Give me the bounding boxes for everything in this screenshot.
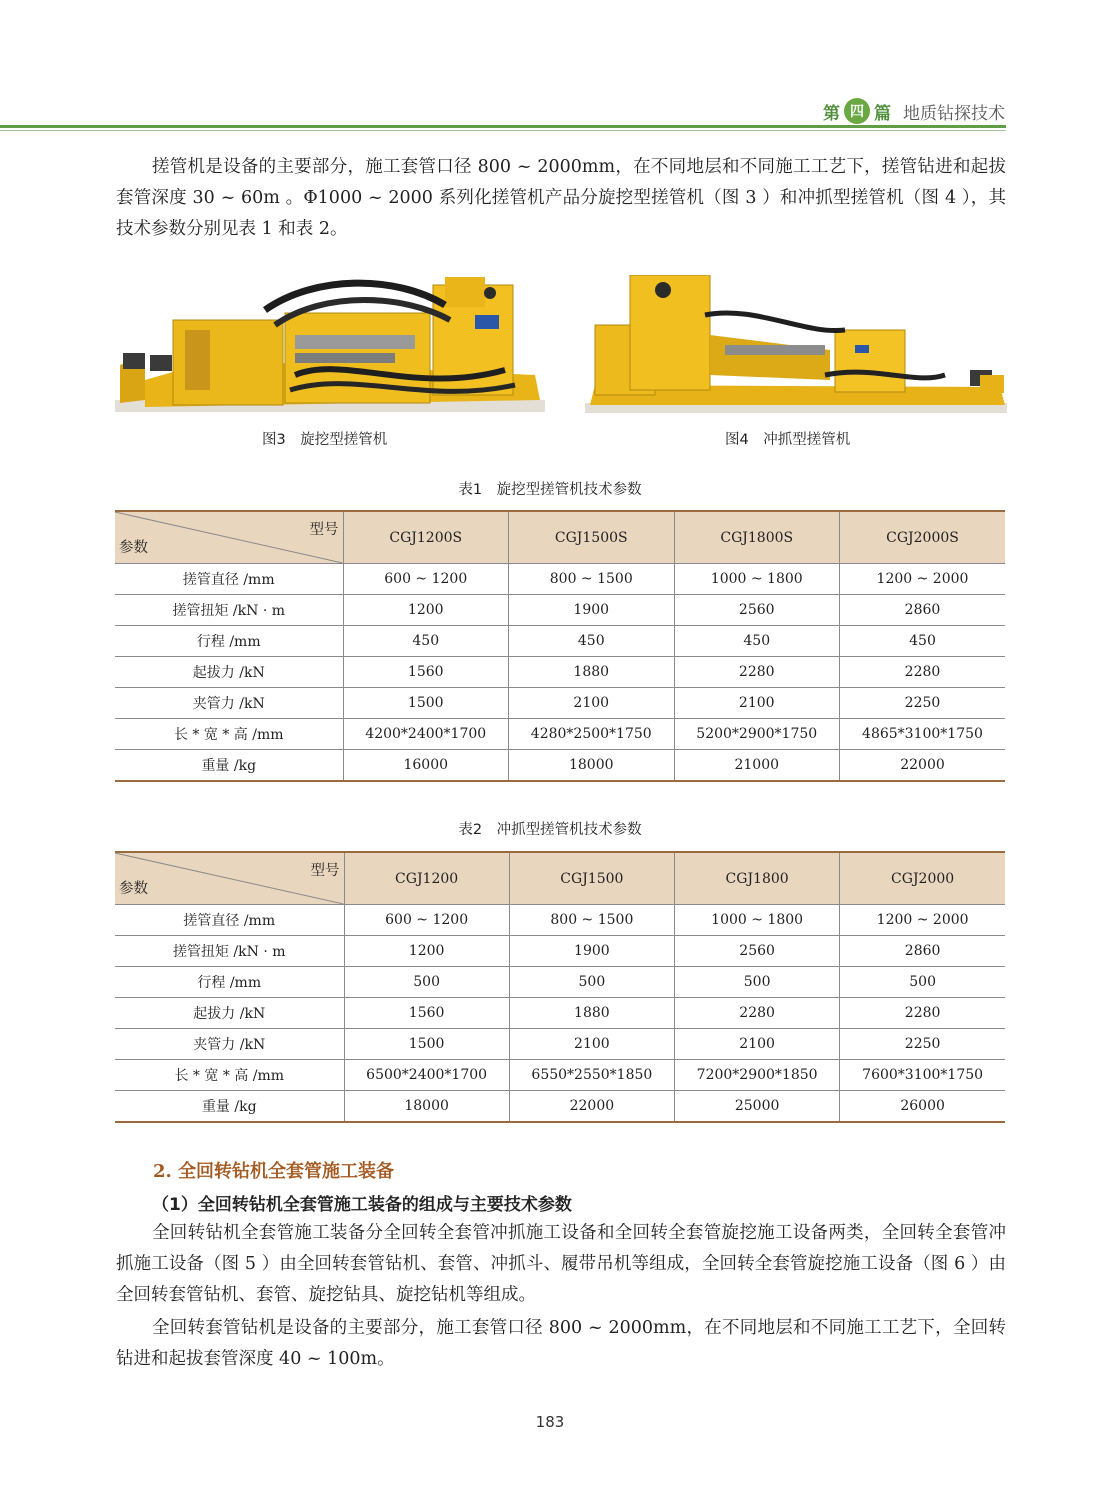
corner-model-label: 型号 xyxy=(310,863,340,879)
row-label: 搓管扭矩 /kN · m xyxy=(115,595,343,626)
table-cell: 2560 xyxy=(675,936,840,967)
table-row xyxy=(115,564,1005,595)
row-label: 长 * 宽 * 高 /mm xyxy=(115,1060,344,1091)
table-cell: 7600*3100*1750 xyxy=(840,1060,1005,1091)
table-row xyxy=(115,967,1005,998)
table-cell: 600 ~ 1200 xyxy=(344,905,509,936)
figure-grab-rubbing-machine xyxy=(585,275,1007,417)
table-cell: 22000 xyxy=(840,750,1006,782)
table-cell: 21000 xyxy=(674,750,840,782)
row-label: 重量 /kg xyxy=(115,1091,344,1123)
table-cell: 2280 xyxy=(840,657,1006,688)
table1-title: 表1 旋挖型搓管机技术参数 xyxy=(458,482,642,498)
table-cell: 500 xyxy=(344,967,509,998)
row-label: 长 * 宽 * 高 /mm xyxy=(115,719,343,750)
row-label: 夹管力 /kN xyxy=(115,688,343,719)
row-label: 起拔力 /kN xyxy=(115,998,344,1029)
table-cell: 1900 xyxy=(509,595,675,626)
row-label: 行程 /mm xyxy=(115,967,344,998)
table-cell: 500 xyxy=(840,967,1005,998)
table2-corner-cell xyxy=(115,852,344,905)
table-row xyxy=(115,657,1005,688)
running-header xyxy=(823,98,1005,124)
table-cell: 6550*2550*1850 xyxy=(509,1060,674,1091)
table-cell: 2860 xyxy=(840,936,1005,967)
table-cell: 26000 xyxy=(840,1091,1005,1123)
column-header: CGJ2000S xyxy=(840,511,1006,564)
figure3-caption: 图3 旋挖型搓管机 xyxy=(262,432,388,448)
header-rule xyxy=(0,125,1006,128)
table-cell: 800 ~ 1500 xyxy=(509,564,675,595)
table1 xyxy=(115,510,1005,782)
table-cell: 1880 xyxy=(509,657,675,688)
table-cell: 1560 xyxy=(344,998,509,1029)
table-cell: 2860 xyxy=(840,595,1006,626)
table-cell: 2250 xyxy=(840,1029,1005,1060)
column-header: CGJ1800 xyxy=(675,852,840,905)
part-suffix: 篇 xyxy=(874,103,891,124)
table-cell: 2280 xyxy=(840,998,1005,1029)
table-cell: 2280 xyxy=(674,657,840,688)
figure-rotary-rubbing-machine xyxy=(115,275,545,417)
table-cell: 25000 xyxy=(675,1091,840,1123)
table-cell: 6500*2400*1700 xyxy=(344,1060,509,1091)
table-row xyxy=(115,1060,1005,1091)
table-cell: 450 xyxy=(509,626,675,657)
table-row xyxy=(115,719,1005,750)
table-cell: 2280 xyxy=(675,998,840,1029)
table-cell: 1200 ~ 2000 xyxy=(840,564,1006,595)
table-cell: 1500 xyxy=(344,1029,509,1060)
table-cell: 16000 xyxy=(343,750,509,782)
table-cell: 7200*2900*1850 xyxy=(675,1060,840,1091)
row-label: 搓管直径 /mm xyxy=(115,905,344,936)
table-cell: 2100 xyxy=(674,688,840,719)
figure4-caption: 图4 冲抓型搓管机 xyxy=(725,432,851,448)
table-cell: 5200*2900*1750 xyxy=(674,719,840,750)
table-cell: 1000 ~ 1800 xyxy=(675,905,840,936)
table-cell: 800 ~ 1500 xyxy=(509,905,674,936)
section2-paragraph-1: 全回转钻机全套管施工装备分全回转全套管冲抓施工设备和全回转全套管旋挖施工设备两类，全回转全套管冲抓施工设备（图 5 ）由全回转套管钻机、套管、冲抓斗、履带吊机等组成，全回转全套管旋挖施工设备（图 6 ）由全回转套管钻机、套管、旋挖钻具、旋挖钻机等组成。 xyxy=(116,1223,1006,1305)
corner-model-label: 型号 xyxy=(309,522,339,538)
table-cell: 1880 xyxy=(509,998,674,1029)
table-row xyxy=(115,1091,1005,1123)
column-header: CGJ1800S xyxy=(674,511,840,564)
table-cell: 4280*2500*1750 xyxy=(509,719,675,750)
intro-paragraph: 搓管机是设备的主要部分，施工套管口径 800 ~ 2000mm，在不同地层和不同施工工艺下，搓管钻进和起拔套管深度 30 ~ 60m 。Φ1000 ~ 2000 系列化搓管机产品分旋挖型搓管机（图 3 ）和冲抓型搓管机（图 4 ），其技术参数分别见表 1 和表 2。 xyxy=(116,157,1006,239)
table-row xyxy=(115,750,1005,782)
row-label: 行程 /mm xyxy=(115,626,343,657)
table-row xyxy=(115,998,1005,1029)
table-cell: 1500 xyxy=(343,688,509,719)
column-header: CGJ1200S xyxy=(343,511,509,564)
table-cell: 450 xyxy=(840,626,1006,657)
table-cell: 1900 xyxy=(509,936,674,967)
table-cell: 500 xyxy=(675,967,840,998)
table-row xyxy=(115,936,1005,967)
table-cell: 2250 xyxy=(840,688,1006,719)
page-number: 183 xyxy=(535,1413,565,1431)
table-row xyxy=(115,626,1005,657)
table-cell: 600 ~ 1200 xyxy=(343,564,509,595)
column-header: CGJ1500S xyxy=(509,511,675,564)
table-cell: 1000 ~ 1800 xyxy=(674,564,840,595)
part-subtitle: 地质钻探技术 xyxy=(903,103,1005,124)
table-row xyxy=(115,905,1005,936)
table2-title: 表2 冲抓型搓管机技术参数 xyxy=(458,822,642,838)
corner-param-label: 参数 xyxy=(119,881,148,897)
table-row xyxy=(115,688,1005,719)
table-row xyxy=(115,1029,1005,1060)
part-number-badge: 四 xyxy=(844,98,870,124)
table-cell: 18000 xyxy=(509,750,675,782)
subsection-heading: （1）全回转钻机全套管施工装备的组成与主要技术参数 xyxy=(152,1195,572,1215)
table-cell: 4865*3100*1750 xyxy=(840,719,1006,750)
table-cell: 2100 xyxy=(509,1029,674,1060)
table-cell: 1560 xyxy=(343,657,509,688)
table-cell: 2100 xyxy=(509,688,675,719)
row-label: 搓管直径 /mm xyxy=(115,564,343,595)
table-cell: 1200 xyxy=(344,936,509,967)
table-cell: 450 xyxy=(343,626,509,657)
corner-param-label: 参数 xyxy=(119,540,148,556)
table-row xyxy=(115,595,1005,626)
table1-header-row xyxy=(115,511,1005,564)
row-label: 重量 /kg xyxy=(115,750,343,782)
table-cell: 1200 xyxy=(343,595,509,626)
table2-header-row xyxy=(115,852,1005,905)
table-cell: 22000 xyxy=(509,1091,674,1123)
table-cell: 500 xyxy=(509,967,674,998)
column-header: CGJ2000 xyxy=(840,852,1005,905)
table-cell: 1200 ~ 2000 xyxy=(840,905,1005,936)
row-label: 夹管力 /kN xyxy=(115,1029,344,1060)
part-prefix: 第 xyxy=(823,103,840,124)
row-label: 起拔力 /kN xyxy=(115,657,343,688)
section-heading: 2. 全回转钻机全套管施工装备 xyxy=(153,1161,395,1182)
table1-corner-cell xyxy=(115,511,343,564)
section2-paragraph-2: 全回转套管钻机是设备的主要部分，施工套管口径 800 ~ 2000mm，在不同地层和不同施工工艺下，全回转钻进和起拔套管深度 40 ~ 100m。 xyxy=(116,1318,1006,1369)
table-cell: 450 xyxy=(674,626,840,657)
row-label: 搓管扭矩 /kN · m xyxy=(115,936,344,967)
column-header: CGJ1500 xyxy=(509,852,674,905)
table-cell: 2560 xyxy=(674,595,840,626)
table-cell: 18000 xyxy=(344,1091,509,1123)
table2 xyxy=(115,851,1005,1123)
table-cell: 2100 xyxy=(675,1029,840,1060)
table-cell: 4200*2400*1700 xyxy=(343,719,509,750)
column-header: CGJ1200 xyxy=(344,852,509,905)
